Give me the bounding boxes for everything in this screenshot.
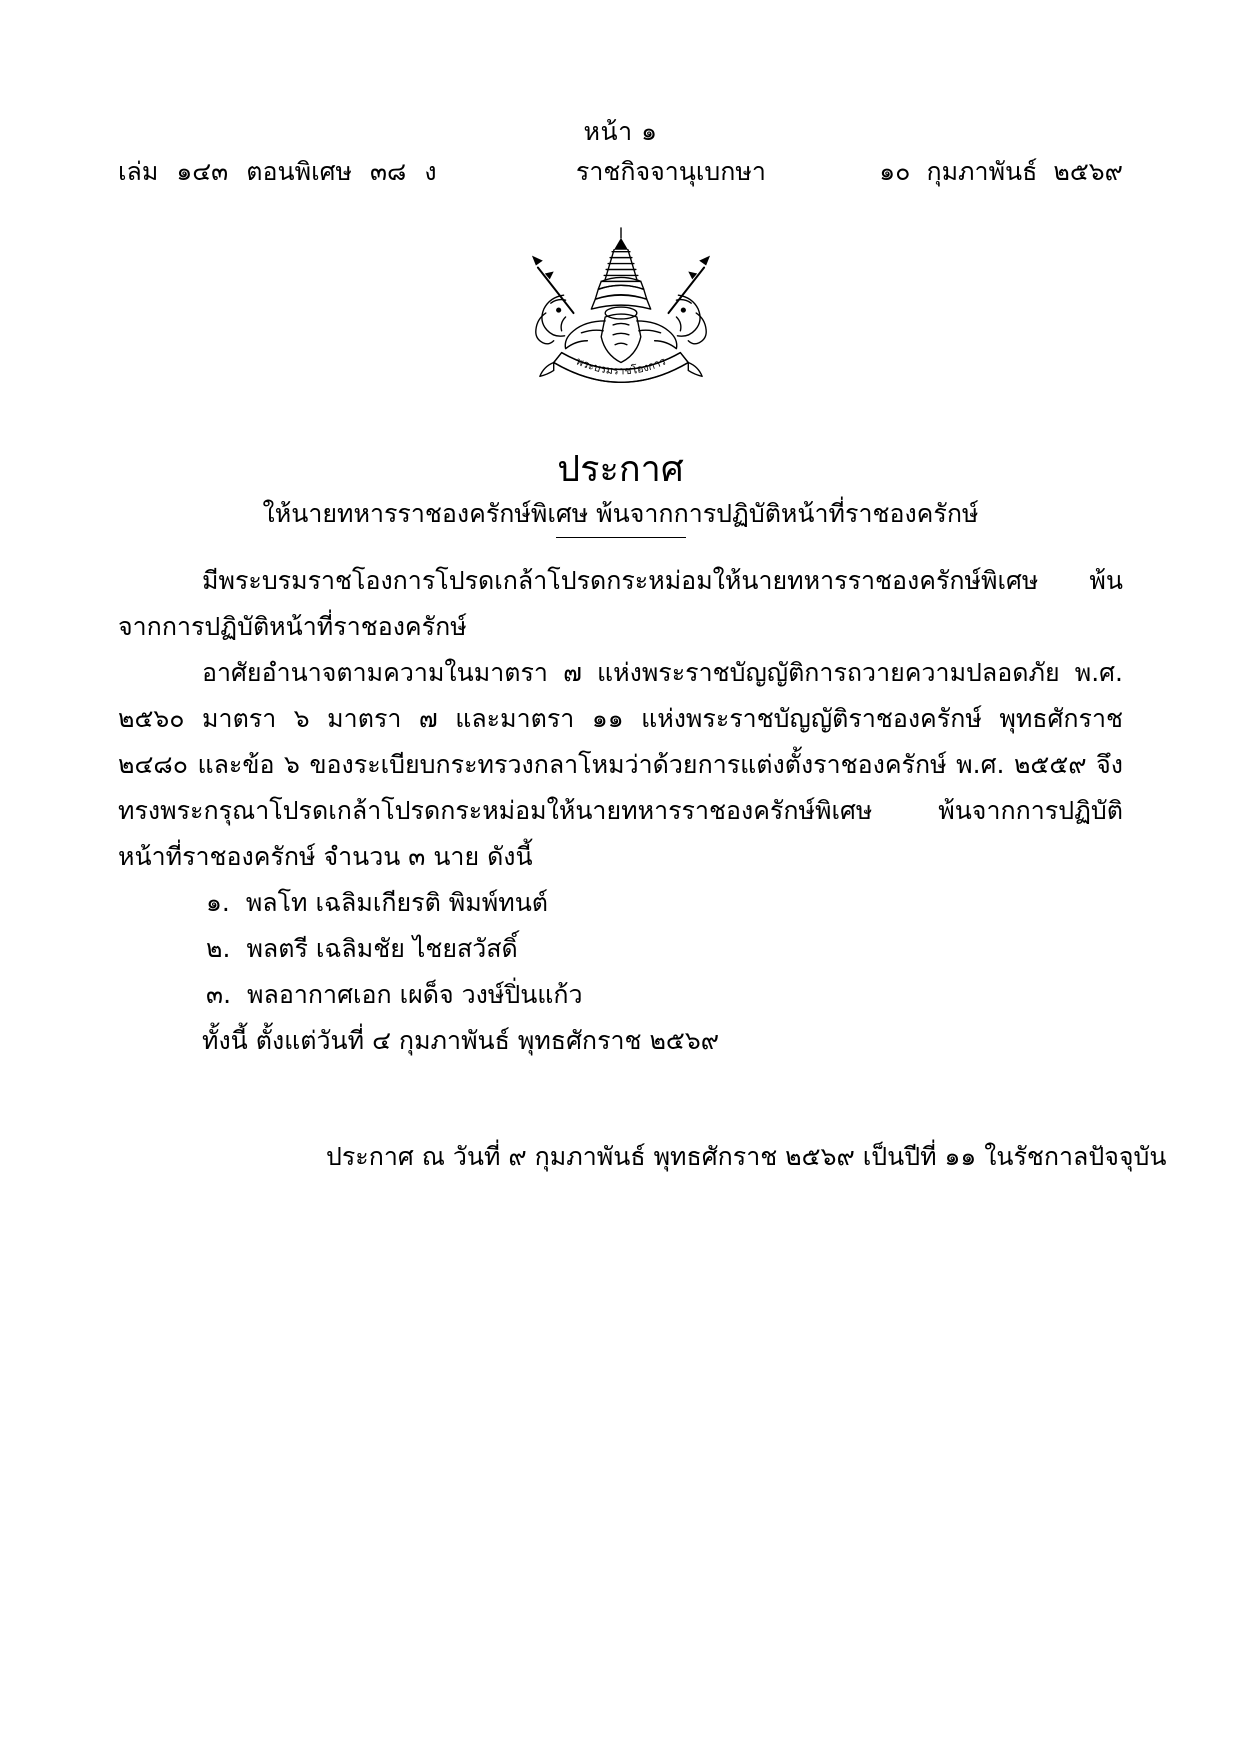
header-volume-group	[118, 152, 437, 192]
body-paragraph: อาศัยอำนาจตามความในมาตรา ๗ แห่งพระราชบัญญัติการถวายความปลอดภัย พ.ศ. ๒๕๖๐ มาตรา ๖ มาตรา ๗ และมาตรา ๑๑ แห่งพระราชบัญญัติราชองครักษ์ พุทธศักราช ๒๔๘๐ และข้อ ๖ ของระเบียบกระทรวงกลาโหมว่าด้วยการแต่งตั้งราชองครักษ์ พ.ศ. ๒๕๕๙ จึงทรงพระกรุณาโปรดเกล้าโปรดกระหม่อมให้นายทหารราชองครักษ์พิเศษ พ้นจากการปฏิบัติหน้าที่ราชองครักษ์ จำนวน ๓ นาย ดังนี้	[118, 658, 1123, 871]
header-month: กุมภาพันธ์	[926, 157, 1038, 186]
volume-number: ๑๔๓	[176, 157, 229, 186]
officer-number: ๒.	[206, 934, 231, 963]
closing-line: ประกาศ ณ วันที่ ๙ กุมภาพันธ์ พุทธศักราช ๒๕๖๙ เป็นปีที่ ๑๑ ในรัชกาลปัจจุบัน	[326, 1142, 1167, 1171]
section-number: ๓๘	[369, 157, 407, 186]
title-divider	[556, 537, 686, 538]
volume-label: เล่ม	[118, 157, 159, 186]
document-subtitle: ให้นายทหารราชองครักษ์พิเศษ พ้นจากการปฏิบัติหน้าที่ราชองครักษ์	[262, 499, 979, 528]
page-number: หน้า ๑	[583, 117, 658, 146]
officer-number: ๓.	[206, 980, 232, 1009]
section-letter: ง	[424, 157, 437, 186]
body-paragraph: มีพระบรมราชโองการโปรดเกล้าโปรดกระหม่อมให้นายทหารราชองครักษ์พิเศษ พ้นจากการปฏิบัติหน้าที่ราชองครักษ์	[118, 566, 1123, 641]
officer-number: ๑.	[206, 888, 230, 917]
effective-date-line: ทั้งนี้ ตั้งแต่วันที่ ๔ กุมภาพันธ์ พุทธศักราช ๒๕๖๙	[202, 1026, 720, 1055]
header-date-group	[879, 152, 1123, 192]
gazette-name: ราชกิจจานุเบกษา	[575, 157, 766, 186]
list-item	[118, 880, 1123, 926]
document-title: ประกาศ	[557, 449, 684, 490]
header-year: ๒๕๖๙	[1053, 157, 1123, 186]
document-body	[118, 558, 1167, 1180]
section-label: ตอนพิเศษ	[246, 157, 352, 186]
emblem-motto-text: พระบรมราชโองการ	[573, 354, 668, 378]
emblem-container	[0, 222, 1241, 412]
gazette-header	[118, 152, 1123, 192]
royal-garuda-emblem	[502, 222, 740, 412]
officer-name: พลโท เฉลิมเกียรติ พิมพ์ทนต์	[245, 888, 549, 917]
list-item	[118, 972, 1123, 1018]
officer-name: พลตรี เฉลิมชัย ไชยสวัสดิ์	[246, 934, 518, 963]
officer-name: พลอากาศเอก เผด็จ วงษ์ปิ่นแก้ว	[247, 980, 583, 1009]
list-item	[118, 926, 1123, 972]
officer-list	[118, 880, 1123, 1018]
header-day: ๑๐	[879, 157, 911, 186]
